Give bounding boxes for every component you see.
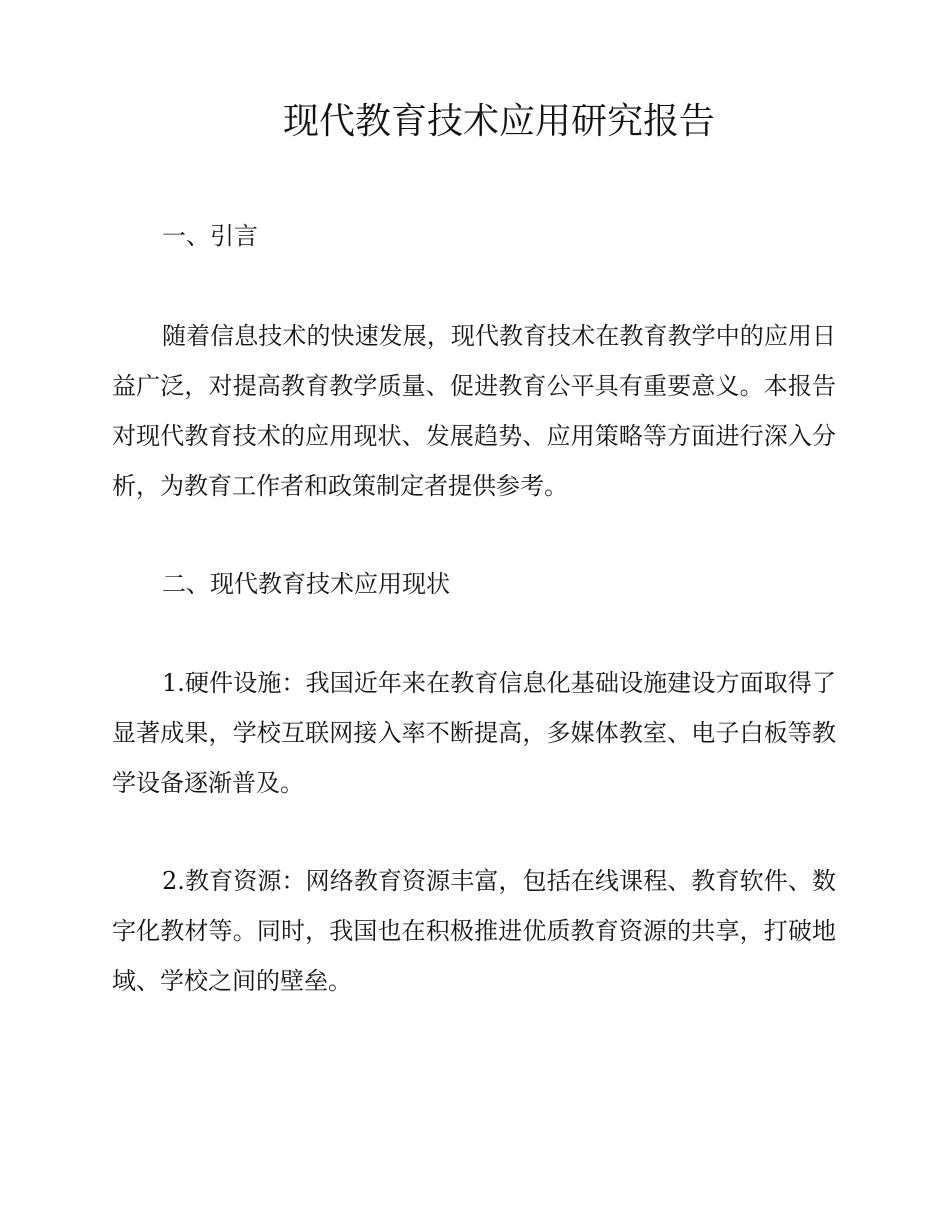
paragraph-introduction: 随着信息技术的快速发展，现代教育技术在教育教学中的应用日益广泛，对提高教育教学质量、促进教育公平具有重要意义。本报告对现代教育技术的应用现状、发展趋势、应用策略等方面进行深入分析，为教育工作者和政策制定者提供参考。 (112, 322, 836, 500)
paragraph-hardware: 1.硬件设施：我国近年来在教育信息化基础设施建设方面取得了显著成果，学校互联网接入率不断提高，多媒体教室、电子白板等教学设备逐渐普及。 (112, 669, 836, 797)
document-title: 现代教育技术应用研究报告 (282, 101, 715, 142)
paragraph-resources: 2.教育资源：网络教育资源丰富，包括在线课程、教育软件、数字化教材等。同时，我国也在积极推进优质教育资源的共享，打破地域、学校之间的壁垒。 (112, 867, 836, 995)
section-heading-current-status: 二、现代教育技术应用现状 (162, 570, 450, 598)
section-heading-introduction: 一、引言 (162, 222, 258, 250)
